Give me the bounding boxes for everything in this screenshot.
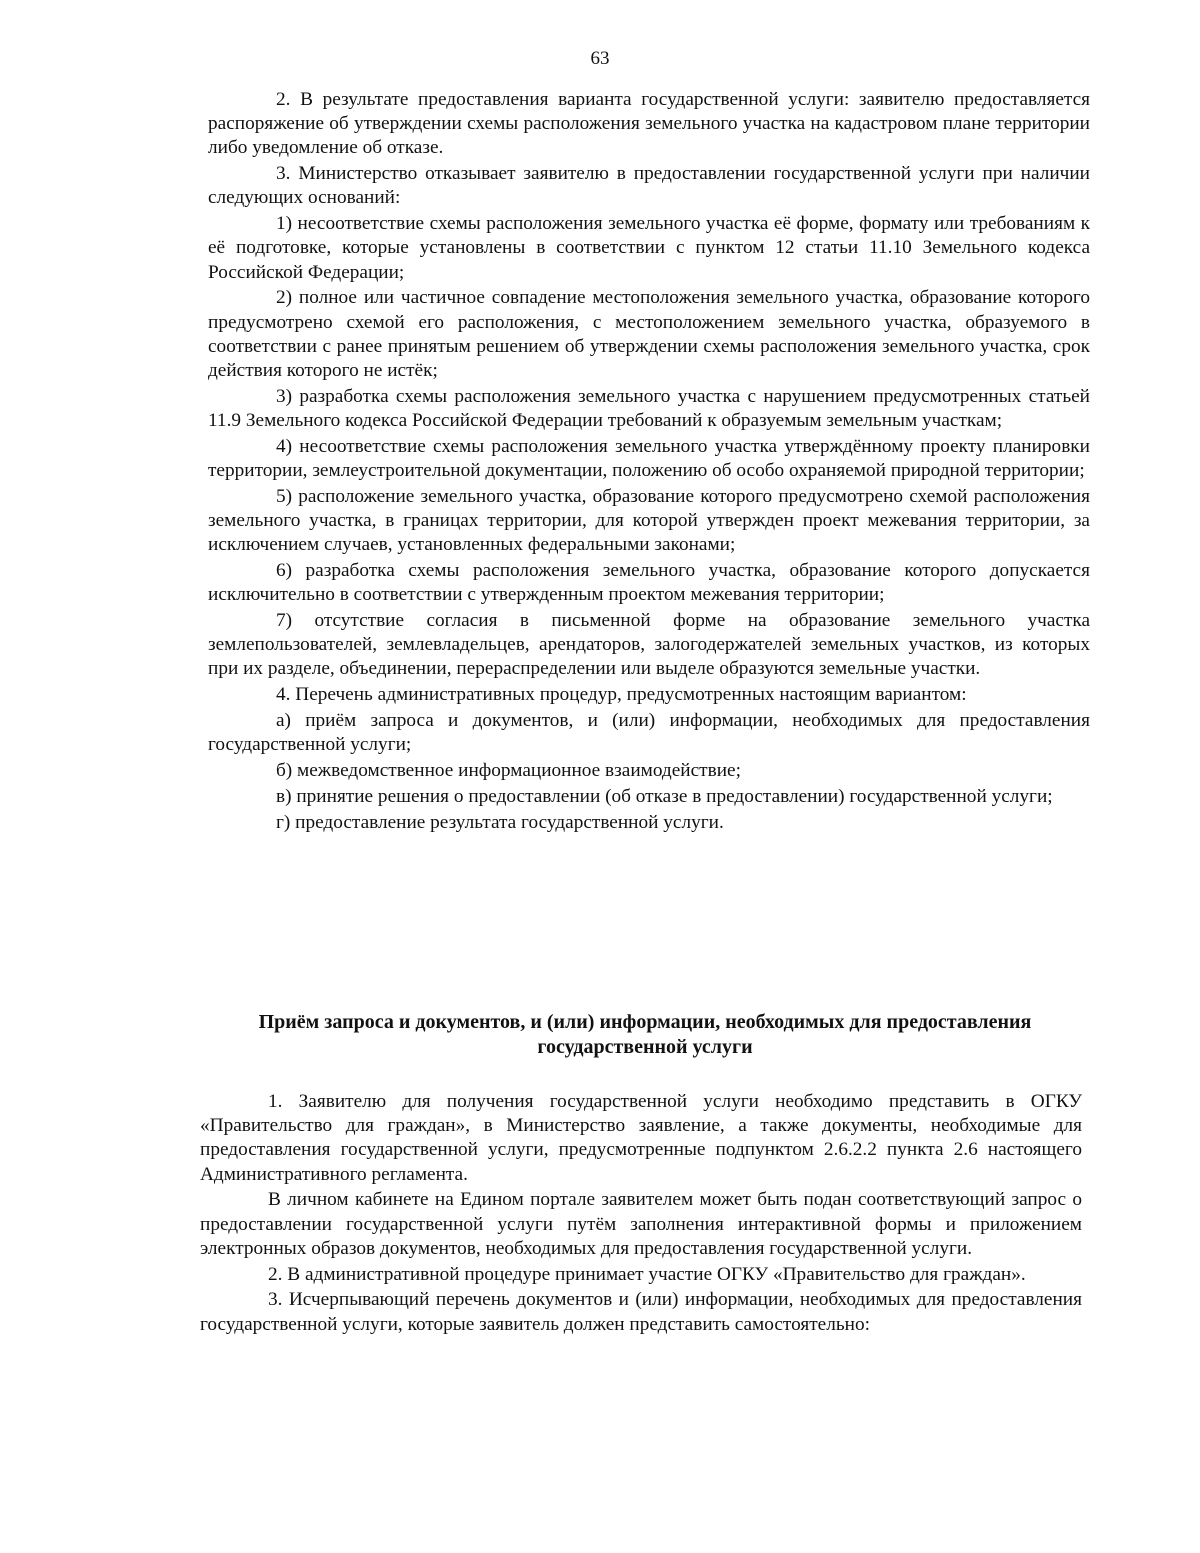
- paragraph: г) предоставление результата государственной услуги.: [276, 811, 724, 833]
- paragraph: в) принятие решения о предоставлении (об отказе в предоставлении) государственной услуги;: [276, 785, 1053, 807]
- paragraph: 5) расположение земельного участка, образование которого предусмотрено схемой расположения земельного участка, в границах территории, для которой утвержден проект межевания территории, за исключением случаев, установленных федеральными законами;: [208, 485, 1090, 556]
- body-section-a: [208, 88, 1090, 836]
- paragraph: 6) разработка схемы расположения земельного участка, образование которого допускается исключительно в соответствии с утвержденным проектом межевания территории;: [208, 560, 1090, 606]
- paragraph: 3. Министерство отказывает заявителю в предоставлении государственной услуги при наличии следующих оснований:: [208, 163, 1090, 209]
- body-section-b: [200, 1090, 1082, 1338]
- paragraph: 1. Заявителю для получения государственной услуги необходимо представить в ОГКУ «Правительство для граждан», в Министерство заявление, а также документы, необходимые для предоставления государственной услуги, предусмотренные подпунктом 2.6.2.2 пункта 2.6 настоящего Административного регламента.: [200, 1091, 1082, 1185]
- paragraph: 2) полное или частичное совпадение местоположения земельного участка, образование которого предусмотрено схемой его расположения, с местоположением земельного участка, образуемого в соответствии с ранее принятым решением об утверждении схемы расположения земельного участка, срок действия которого не истёк;: [208, 287, 1090, 382]
- paragraph: 7) отсутствие согласия в письменной форме на образование земельного участка землепользователей, землевладельцев, арендаторов, залогодержателей земельных участков, из которых при их разделе, объединении, перераспределении или выделе образуются земельные участки.: [208, 610, 1090, 680]
- paragraph: б) межведомственное информационное взаимодействие;: [276, 760, 741, 782]
- section-heading-line: государственной услуги: [537, 1035, 753, 1058]
- paragraph: 3. Исчерпывающий перечень документов и (или) информации, необходимых для предоставления государственной услуги, которые заявитель должен представить самостоятельно:: [200, 1289, 1082, 1335]
- paragraph: 4) несоответствие схемы расположения земельного участка утверждённому проекту планировки территории, землеустроительной документации, положению об особо охраняемой природной территории;: [208, 435, 1090, 482]
- paragraph: а) приём запроса и документов, и (или) информации, необходимых для предоставления государственной услуги;: [208, 710, 1090, 756]
- paragraph: 2. В результате предоставления варианта государственной услуги: заявителю предоставляется распоряжение об утверждении схемы расположения земельного участка на кадастровом плане территории либо уведомление об отказе.: [208, 89, 1090, 159]
- paragraph: В личном кабинете на Едином портале заявителем может быть подан соответствующий запрос о предоставлении государственной услуги путём заполнения интерактивной формы и приложением электронных образов документов, необходимых для предоставления государственной услуги.: [200, 1189, 1082, 1259]
- paragraph: 3) разработка схемы расположения земельного участка с нарушением предусмотренных статьей 11.9 Земельного кодекса Российской Федерации требований к образуемым земельным участкам;: [208, 385, 1090, 432]
- page-number: 63: [590, 48, 610, 69]
- paragraph: 2. В административной процедуре принимает участие ОГКУ «Правительство для граждан».: [268, 1263, 1026, 1285]
- section-heading: [200, 1010, 1090, 1059]
- paragraph: 1) несоответствие схемы расположения земельного участка её форме, формату или требованиям к её подготовке, которые установлены в соответствии с пунктом 12 статьи 11.10 Земельного кодекса Российской Федерации;: [208, 213, 1090, 283]
- paragraph: 4. Перечень административных процедур, предусмотренных настоящим вариантом:: [276, 684, 967, 706]
- section-heading-line: Приём запроса и документов, и (или) информации, необходимых для предоставления: [258, 1011, 1032, 1033]
